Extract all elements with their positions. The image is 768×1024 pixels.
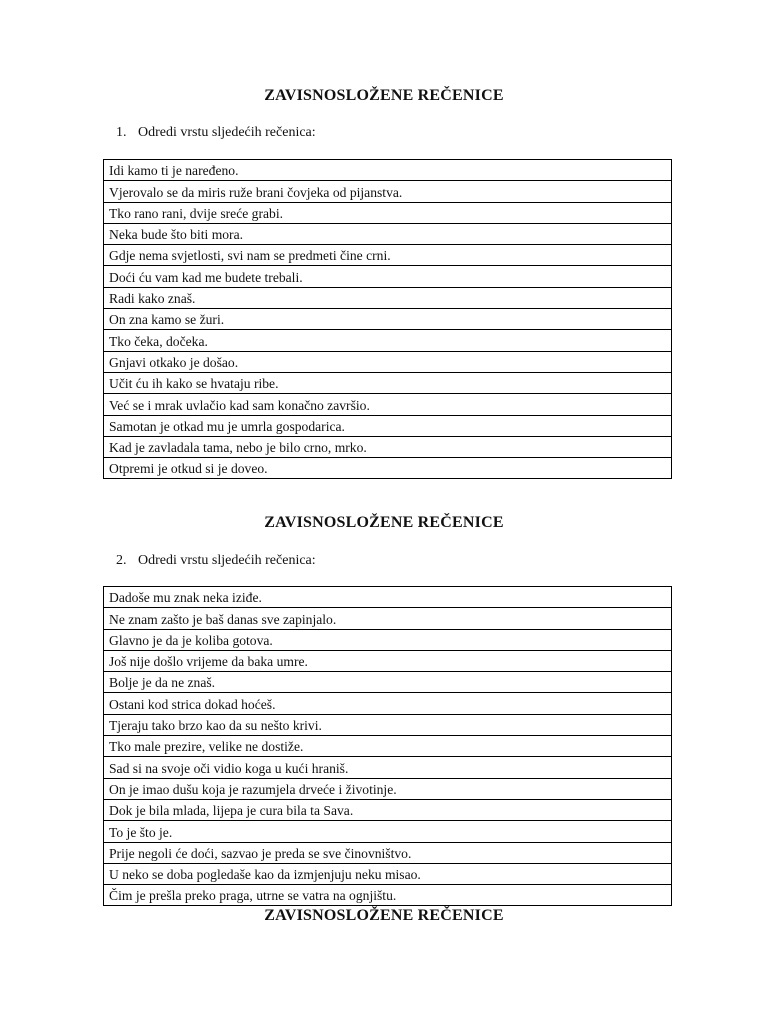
table-row (104, 799, 672, 820)
table-row (104, 266, 672, 287)
section-title: ZAVISNOSLOŽENE REČENICE (264, 907, 504, 924)
sentence-cell: Čim je prešla preko praga, utrne se vatra na ognjištu. (104, 885, 672, 906)
table-row (104, 245, 672, 266)
sentence-cell: Tko male prezire, velike ne dostiže. (104, 736, 672, 757)
sentence-cell: U neko se doba pogledaše kao da izmjenjuju neku misao. (104, 863, 672, 884)
table-row (104, 757, 672, 778)
sentence-table (103, 159, 672, 479)
sentence-cell: Gdje nema svjetlosti, svi nam se predmeti čine crni. (104, 245, 672, 266)
table-row (104, 650, 672, 671)
sentence-cell: Gnjavi otkako je došao. (104, 351, 672, 372)
sentence-cell: Ne znam zašto je baš danas sve zapinjalo. (104, 608, 672, 629)
table-row (104, 885, 672, 906)
sentence-cell: Idi kamo ti je naređeno. (104, 160, 672, 181)
table-row (104, 351, 672, 372)
exercise-text: Odredi vrstu sljedećih rečenica: (138, 125, 316, 140)
sentence-cell: Učit ću ih kako se hvataju ribe. (104, 372, 672, 393)
sentence-cell: Dadoše mu znak neka iziđe. (104, 587, 672, 608)
table-row (104, 309, 672, 330)
sentence-cell: Samotan je otkad mu je umrla gospodarica. (104, 415, 672, 436)
table-row (104, 863, 672, 884)
sentence-cell: Vjerovalo se da miris ruže brani čovjeka od pijanstva. (104, 181, 672, 202)
sentence-cell: To je što je. (104, 821, 672, 842)
table-row (104, 821, 672, 842)
sentence-cell: Glavno je da je koliba gotova. (104, 629, 672, 650)
table-row (104, 223, 672, 244)
sentence-cell: Tjeraju tako brzo kao da su nešto krivi. (104, 714, 672, 735)
table-row (104, 181, 672, 202)
table-row (104, 436, 672, 457)
table-row (104, 202, 672, 223)
table-row (104, 693, 672, 714)
sentence-cell: Još nije došlo vrijeme da baka umre. (104, 650, 672, 671)
table-row (104, 287, 672, 308)
sentence-cell: Kad je zavladala tama, nebo je bilo crno, mrko. (104, 436, 672, 457)
sentence-cell: On zna kamo se žuri. (104, 309, 672, 330)
table-row (104, 672, 672, 693)
sentence-cell: Sad si na svoje oči vidio koga u kući hraniš. (104, 757, 672, 778)
exercise-instruction (116, 124, 316, 142)
table-row (104, 608, 672, 629)
sentence-cell: Bolje je da ne znaš. (104, 672, 672, 693)
exercise-instruction (116, 552, 316, 570)
sentence-cell: Ostani kod strica dokad hoćeš. (104, 693, 672, 714)
section-title: ZAVISNOSLOŽENE REČENICE (264, 87, 504, 104)
table-row (104, 587, 672, 608)
sentence-cell: Prije negoli će doći, sazvao je preda se sve činovništvo. (104, 842, 672, 863)
sentence-cell: Neka bude što biti mora. (104, 223, 672, 244)
table-row (104, 394, 672, 415)
sentence-cell: Tko čeka, dočeka. (104, 330, 672, 351)
table-row (104, 160, 672, 181)
sentence-cell: Doći ću vam kad me budete trebali. (104, 266, 672, 287)
sentence-cell: Otpremi je otkud si je doveo. (104, 458, 672, 479)
table-row (104, 842, 672, 863)
table-row (104, 415, 672, 436)
table-row (104, 629, 672, 650)
sentence-cell: Tko rano rani, dvije sreće grabi. (104, 202, 672, 223)
table-row (104, 372, 672, 393)
table-row (104, 330, 672, 351)
section-title: ZAVISNOSLOŽENE REČENICE (264, 514, 504, 531)
sentence-cell: On je imao dušu koja je razumjela drveće i životinje. (104, 778, 672, 799)
table-row (104, 736, 672, 757)
table-row (104, 714, 672, 735)
sentence-cell: Već se i mrak uvlačio kad sam konačno završio. (104, 394, 672, 415)
sentence-table (103, 586, 672, 906)
exercise-text: Odredi vrstu sljedećih rečenica: (138, 553, 316, 568)
exercise-number: 2. (116, 553, 127, 568)
sentence-cell: Dok je bila mlada, lijepa je cura bila ta Sava. (104, 799, 672, 820)
table-row (104, 458, 672, 479)
table-row (104, 778, 672, 799)
exercise-number: 1. (116, 125, 127, 140)
sentence-cell: Radi kako znaš. (104, 287, 672, 308)
